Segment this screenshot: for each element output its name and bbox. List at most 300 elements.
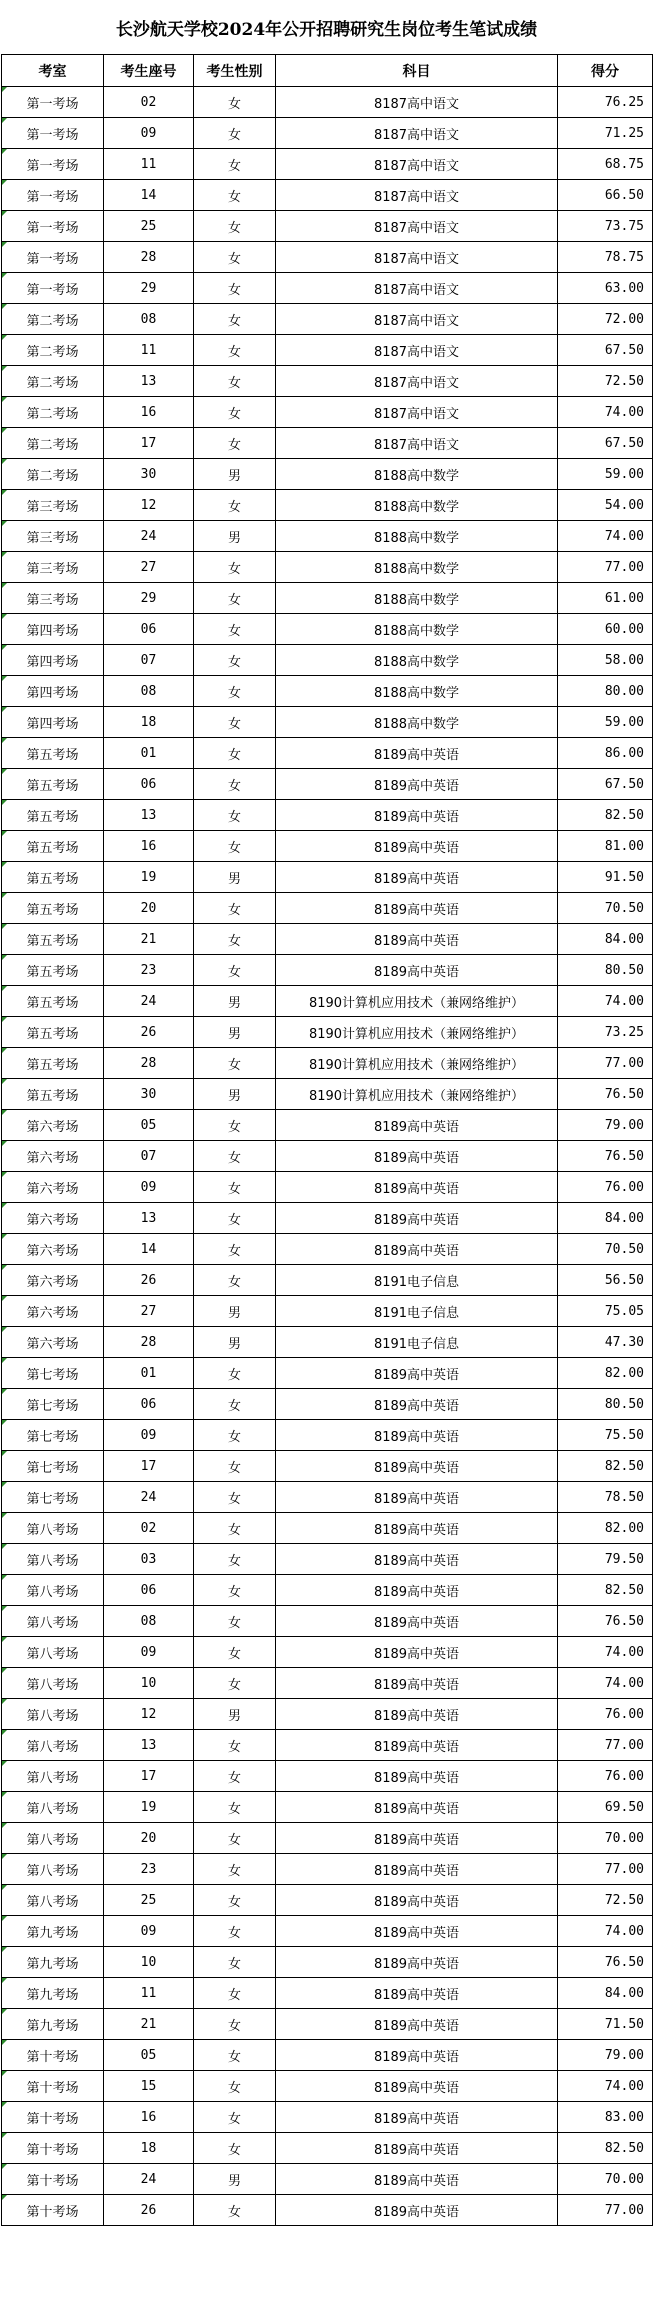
score-cell: 73.75 [558,211,653,242]
room-cell: 第四考场 [2,614,104,645]
subject-cell: 8187高中语文 [276,397,558,428]
subject-cell: 8189高中英语 [276,1203,558,1234]
gender-cell: 女 [194,1916,276,1947]
room-cell: 第三考场 [2,583,104,614]
seat-cell: 20 [104,1823,194,1854]
seat-cell: 14 [104,180,194,211]
gender-cell: 男 [194,862,276,893]
room-cell: 第五考场 [2,738,104,769]
room-cell: 第五考场 [2,986,104,1017]
subject-cell: 8189高中英语 [276,1637,558,1668]
table-row [2,1854,653,1885]
table-row [2,676,653,707]
room-cell: 第三考场 [2,521,104,552]
gender-cell: 女 [194,149,276,180]
score-cell: 83.00 [558,2102,653,2133]
table-row [2,1079,653,1110]
table-row [2,1234,653,1265]
header-room: 考室 [2,55,104,87]
table-row [2,2102,653,2133]
table-row [2,428,653,459]
room-cell: 第五考场 [2,800,104,831]
table-row [2,1699,653,1730]
gender-cell: 女 [194,583,276,614]
score-cell: 77.00 [558,1854,653,1885]
seat-cell: 16 [104,831,194,862]
gender-cell: 女 [194,1978,276,2009]
table-row [2,1203,653,1234]
table-row [2,1513,653,1544]
subject-cell: 8189高中英语 [276,1947,558,1978]
score-cell: 76.50 [558,1606,653,1637]
subject-cell: 8189高中英语 [276,1141,558,1172]
gender-cell: 女 [194,1110,276,1141]
score-cell: 72.50 [558,366,653,397]
room-cell: 第八考场 [2,1575,104,1606]
subject-cell: 8189高中英语 [276,1420,558,1451]
gender-cell: 女 [194,87,276,118]
table-row [2,1296,653,1327]
score-cell: 47.30 [558,1327,653,1358]
seat-cell: 18 [104,707,194,738]
seat-cell: 10 [104,1947,194,1978]
subject-cell: 8189高中英语 [276,1916,558,1947]
gender-cell: 男 [194,986,276,1017]
table-row [2,1916,653,1947]
room-cell: 第八考场 [2,1606,104,1637]
room-cell: 第九考场 [2,1916,104,1947]
gender-cell: 女 [194,800,276,831]
seat-cell: 09 [104,1172,194,1203]
subject-cell: 8189高中英语 [276,1792,558,1823]
subject-cell: 8189高中英语 [276,738,558,769]
subject-cell: 8189高中英语 [276,1544,558,1575]
seat-cell: 23 [104,1854,194,1885]
room-cell: 第八考场 [2,1761,104,1792]
table-row [2,2133,653,2164]
table-row [2,1451,653,1482]
subject-cell: 8189高中英语 [276,1110,558,1141]
gender-cell: 女 [194,242,276,273]
room-cell: 第八考场 [2,1668,104,1699]
table-row [2,1885,653,1916]
seat-cell: 02 [104,1513,194,1544]
subject-cell: 8189高中英语 [276,1234,558,1265]
table-row [2,583,653,614]
score-cell: 82.50 [558,2133,653,2164]
score-cell: 82.50 [558,1451,653,1482]
gender-cell: 女 [194,1482,276,1513]
gender-cell: 女 [194,831,276,862]
room-cell: 第九考场 [2,1947,104,1978]
table-row [2,2040,653,2071]
seat-cell: 07 [104,645,194,676]
gender-cell: 女 [194,1761,276,1792]
room-cell: 第一考场 [2,149,104,180]
subject-cell: 8187高中语文 [276,366,558,397]
table-row [2,1792,653,1823]
seat-cell: 24 [104,2164,194,2195]
subject-cell: 8189高中英语 [276,1513,558,1544]
score-cell: 56.50 [558,1265,653,1296]
table-row [2,1172,653,1203]
table-row [2,1110,653,1141]
seat-cell: 26 [104,2195,194,2226]
score-cell: 76.50 [558,1079,653,1110]
table-row [2,273,653,304]
room-cell: 第五考场 [2,893,104,924]
seat-cell: 25 [104,211,194,242]
score-cell: 77.00 [558,2195,653,2226]
subject-cell: 8188高中数学 [276,614,558,645]
subject-cell: 8189高中英语 [276,2133,558,2164]
gender-cell: 女 [194,211,276,242]
gender-cell: 女 [194,1730,276,1761]
table-row [2,1017,653,1048]
subject-cell: 8189高中英语 [276,893,558,924]
seat-cell: 13 [104,1730,194,1761]
table-row [2,1575,653,1606]
table-row [2,2009,653,2040]
subject-cell: 8189高中英语 [276,1823,558,1854]
gender-cell: 女 [194,1947,276,1978]
room-cell: 第十考场 [2,2164,104,2195]
subject-cell: 8190计算机应用技术（兼网络维护） [276,986,558,1017]
room-cell: 第二考场 [2,459,104,490]
score-cell: 59.00 [558,459,653,490]
seat-cell: 16 [104,2102,194,2133]
table-row [2,955,653,986]
seat-cell: 16 [104,397,194,428]
score-cell: 81.00 [558,831,653,862]
score-cell: 77.00 [558,552,653,583]
room-cell: 第四考场 [2,707,104,738]
score-cell: 84.00 [558,924,653,955]
seat-cell: 17 [104,428,194,459]
subject-cell: 8189高中英语 [276,1885,558,1916]
table-row [2,366,653,397]
table-row [2,1606,653,1637]
room-cell: 第八考场 [2,1637,104,1668]
table-row [2,118,653,149]
seat-cell: 29 [104,273,194,304]
room-cell: 第十考场 [2,2040,104,2071]
subject-cell: 8187高中语文 [276,118,558,149]
score-cell: 60.00 [558,614,653,645]
seat-cell: 23 [104,955,194,986]
subject-cell: 8189高中英语 [276,2009,558,2040]
room-cell: 第八考场 [2,1792,104,1823]
table-row [2,87,653,118]
seat-cell: 24 [104,521,194,552]
gender-cell: 女 [194,180,276,211]
gender-cell: 女 [194,1792,276,1823]
seat-cell: 08 [104,676,194,707]
header-score: 得分 [558,55,653,87]
gender-cell: 女 [194,955,276,986]
gender-cell: 男 [194,1296,276,1327]
room-cell: 第六考场 [2,1234,104,1265]
score-cell: 66.50 [558,180,653,211]
gender-cell: 女 [194,1885,276,1916]
gender-cell: 女 [194,893,276,924]
score-cell: 77.00 [558,1048,653,1079]
gender-cell: 女 [194,304,276,335]
score-cell: 72.50 [558,1885,653,1916]
subject-cell: 8187高中语文 [276,335,558,366]
gender-cell: 女 [194,1575,276,1606]
score-cell: 61.00 [558,583,653,614]
score-cell: 54.00 [558,490,653,521]
gender-cell: 男 [194,459,276,490]
score-cell: 84.00 [558,1978,653,2009]
seat-cell: 28 [104,1327,194,1358]
score-cell: 67.50 [558,335,653,366]
gender-cell: 女 [194,1172,276,1203]
table-row [2,1327,653,1358]
subject-cell: 8189高中英语 [276,2102,558,2133]
score-cell: 76.00 [558,1172,653,1203]
seat-cell: 06 [104,614,194,645]
gender-cell: 女 [194,2009,276,2040]
seat-cell: 19 [104,1792,194,1823]
seat-cell: 13 [104,800,194,831]
gender-cell: 女 [194,1048,276,1079]
seat-cell: 05 [104,2040,194,2071]
subject-cell: 8187高中语文 [276,273,558,304]
table-row [2,2071,653,2102]
room-cell: 第二考场 [2,366,104,397]
seat-cell: 01 [104,1358,194,1389]
table-row [2,1823,653,1854]
gender-cell: 男 [194,521,276,552]
score-cell: 76.50 [558,1141,653,1172]
table-row [2,645,653,676]
gender-cell: 女 [194,552,276,583]
room-cell: 第五考场 [2,1017,104,1048]
subject-cell: 8189高中英语 [276,2040,558,2071]
score-cell: 82.00 [558,1513,653,1544]
subject-cell: 8190计算机应用技术（兼网络维护） [276,1079,558,1110]
room-cell: 第六考场 [2,1296,104,1327]
room-cell: 第四考场 [2,676,104,707]
subject-cell: 8188高中数学 [276,521,558,552]
room-cell: 第八考场 [2,1730,104,1761]
table-row [2,769,653,800]
seat-cell: 26 [104,1265,194,1296]
seat-cell: 29 [104,583,194,614]
score-cell: 74.00 [558,1637,653,1668]
subject-cell: 8189高中英语 [276,1358,558,1389]
room-cell: 第八考场 [2,1513,104,1544]
gender-cell: 女 [194,1451,276,1482]
table-row [2,2164,653,2195]
subject-cell: 8189高中英语 [276,1451,558,1482]
score-cell: 59.00 [558,707,653,738]
header-row [2,55,653,87]
table-row [2,490,653,521]
seat-cell: 11 [104,149,194,180]
gender-cell: 女 [194,738,276,769]
subject-cell: 8189高中英语 [276,1761,558,1792]
subject-cell: 8189高中英语 [276,2195,558,2226]
seat-cell: 11 [104,1978,194,2009]
seat-cell: 28 [104,242,194,273]
subject-cell: 8189高中英语 [276,2071,558,2102]
room-cell: 第五考场 [2,924,104,955]
table-row [2,831,653,862]
header-gender: 考生性别 [194,55,276,87]
score-cell: 74.00 [558,1668,653,1699]
seat-cell: 09 [104,1916,194,1947]
table-row [2,1141,653,1172]
seat-cell: 06 [104,1389,194,1420]
score-cell: 76.50 [558,1947,653,1978]
seat-cell: 30 [104,459,194,490]
gender-cell: 女 [194,1420,276,1451]
subject-cell: 8187高中语文 [276,304,558,335]
table-row [2,614,653,645]
gender-cell: 男 [194,1699,276,1730]
score-cell: 70.00 [558,1823,653,1854]
score-cell: 73.25 [558,1017,653,1048]
gender-cell: 女 [194,924,276,955]
score-cell: 70.50 [558,1234,653,1265]
table-body [2,87,653,2226]
room-cell: 第二考场 [2,304,104,335]
room-cell: 第八考场 [2,1854,104,1885]
gender-cell: 女 [194,645,276,676]
gender-cell: 女 [194,1234,276,1265]
table-row [2,1265,653,1296]
seat-cell: 26 [104,1017,194,1048]
table-row [2,1420,653,1451]
score-cell: 82.00 [558,1358,653,1389]
seat-cell: 19 [104,862,194,893]
room-cell: 第十考场 [2,2133,104,2164]
score-cell: 74.00 [558,986,653,1017]
gender-cell: 女 [194,1637,276,1668]
room-cell: 第二考场 [2,397,104,428]
score-cell: 86.00 [558,738,653,769]
seat-cell: 11 [104,335,194,366]
score-cell: 63.00 [558,273,653,304]
gender-cell: 女 [194,1668,276,1699]
gender-cell: 女 [194,1389,276,1420]
gender-cell: 女 [194,1265,276,1296]
gender-cell: 女 [194,614,276,645]
header-seat: 考生座号 [104,55,194,87]
seat-cell: 08 [104,1606,194,1637]
gender-cell: 女 [194,769,276,800]
table-row [2,459,653,490]
table-row [2,1637,653,1668]
subject-cell: 8188高中数学 [276,552,558,583]
table-row [2,1389,653,1420]
gender-cell: 女 [194,2102,276,2133]
gender-cell: 女 [194,2195,276,2226]
table-row [2,924,653,955]
gender-cell: 男 [194,2164,276,2195]
table-row [2,1761,653,1792]
seat-cell: 03 [104,1544,194,1575]
table-row [2,738,653,769]
seat-cell: 27 [104,1296,194,1327]
room-cell: 第五考场 [2,831,104,862]
subject-cell: 8187高中语文 [276,211,558,242]
seat-cell: 30 [104,1079,194,1110]
gender-cell: 女 [194,1544,276,1575]
room-cell: 第五考场 [2,769,104,800]
room-cell: 第六考场 [2,1172,104,1203]
subject-cell: 8189高中英语 [276,2164,558,2195]
gender-cell: 女 [194,428,276,459]
subject-cell: 8187高中语文 [276,428,558,459]
room-cell: 第一考场 [2,242,104,273]
table-row [2,800,653,831]
score-cell: 77.00 [558,1730,653,1761]
room-cell: 第五考场 [2,955,104,986]
room-cell: 第一考场 [2,87,104,118]
table-row [2,2195,653,2226]
score-cell: 74.00 [558,1916,653,1947]
seat-cell: 07 [104,1141,194,1172]
score-cell: 75.05 [558,1296,653,1327]
subject-cell: 8189高中英语 [276,1978,558,2009]
gender-cell: 男 [194,1017,276,1048]
score-cell: 79.00 [558,1110,653,1141]
subject-cell: 8189高中英语 [276,862,558,893]
table-row [2,521,653,552]
gender-cell: 女 [194,273,276,304]
gender-cell: 女 [194,366,276,397]
score-cell: 82.50 [558,1575,653,1606]
score-cell: 67.50 [558,769,653,800]
table-row [2,1947,653,1978]
room-cell: 第十考场 [2,2195,104,2226]
seat-cell: 09 [104,118,194,149]
seat-cell: 13 [104,1203,194,1234]
subject-cell: 8189高中英语 [276,1482,558,1513]
room-cell: 第八考场 [2,1544,104,1575]
gender-cell: 女 [194,118,276,149]
score-cell: 71.25 [558,118,653,149]
room-cell: 第二考场 [2,335,104,366]
gender-cell: 女 [194,1854,276,1885]
seat-cell: 21 [104,924,194,955]
score-cell: 58.00 [558,645,653,676]
room-cell: 第七考场 [2,1482,104,1513]
header-subject: 科目 [276,55,558,87]
seat-cell: 10 [104,1668,194,1699]
score-cell: 71.50 [558,2009,653,2040]
score-cell: 78.50 [558,1482,653,1513]
seat-cell: 18 [104,2133,194,2164]
seat-cell: 12 [104,490,194,521]
score-cell: 80.50 [558,955,653,986]
score-cell: 79.50 [558,1544,653,1575]
subject-cell: 8191电子信息 [276,1265,558,1296]
gender-cell: 女 [194,490,276,521]
table-row [2,1048,653,1079]
gender-cell: 女 [194,2071,276,2102]
seat-cell: 06 [104,1575,194,1606]
score-cell: 76.25 [558,87,653,118]
table-row [2,1358,653,1389]
room-cell: 第七考场 [2,1389,104,1420]
score-cell: 74.00 [558,2071,653,2102]
score-cell: 75.50 [558,1420,653,1451]
